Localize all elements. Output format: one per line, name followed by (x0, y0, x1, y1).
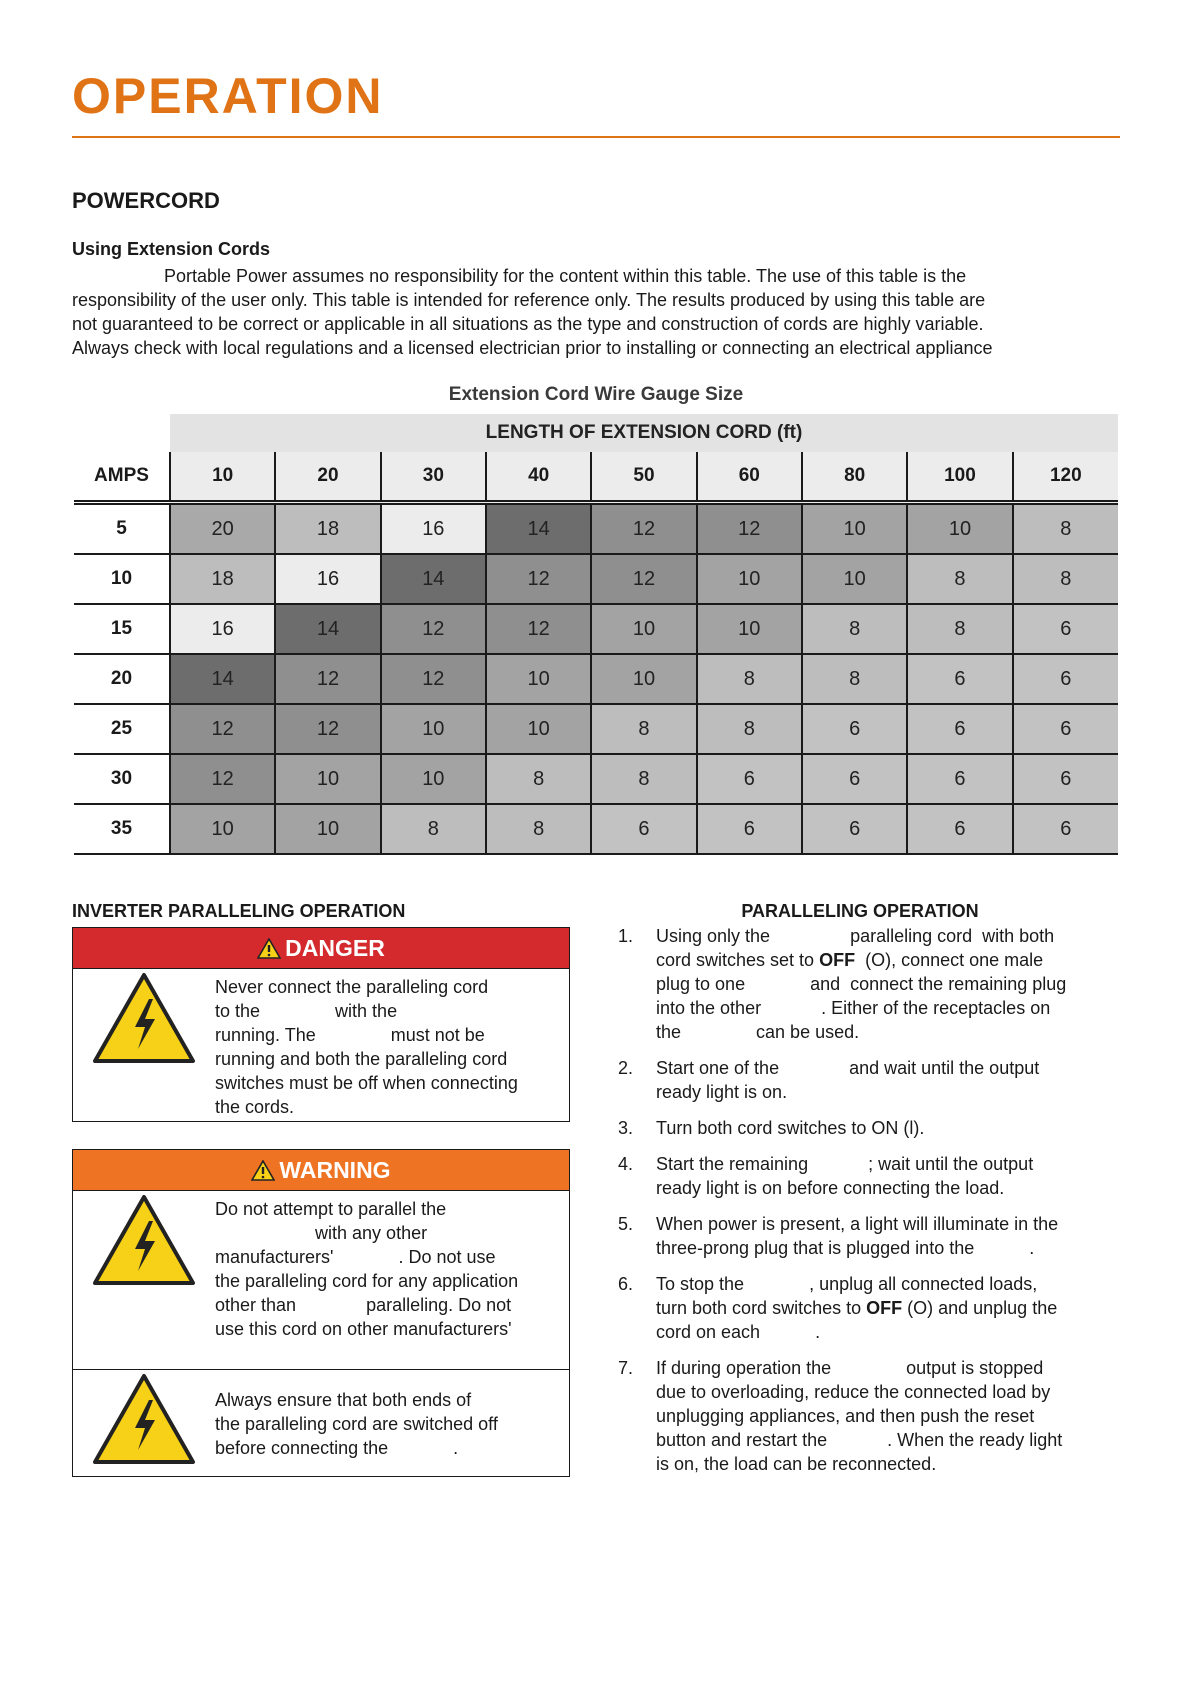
amps-cell: 20 (74, 654, 170, 704)
gauge-cell: 6 (1013, 704, 1118, 754)
step-number: 4. (618, 1154, 634, 1174)
gauge-cell: 6 (1013, 604, 1118, 654)
gauge-table-title: Extension Cord Wire Gauge Size (448, 384, 744, 405)
warning-line: before connecting the . (215, 1438, 459, 1458)
step-line: To stop the , unplug all connected loads, (656, 1274, 1038, 1294)
table-row (74, 503, 1118, 555)
paralleling-steps (618, 924, 1128, 1488)
gauge-cell: 12 (591, 554, 696, 604)
gauge-cell: 8 (591, 754, 696, 804)
step-item (618, 1056, 1128, 1104)
gauge-cell: 6 (1013, 754, 1118, 804)
gauge-cell: 12 (381, 654, 486, 704)
table-row (74, 754, 1118, 804)
gauge-cell: 8 (1013, 554, 1118, 604)
length-column-header: 30 (381, 452, 486, 503)
gauge-cell: 12 (486, 604, 591, 654)
gauge-cell: 6 (697, 804, 802, 854)
gauge-cell: 8 (697, 704, 802, 754)
gauge-cell: 8 (802, 604, 907, 654)
warning-line: use this cord on other manufacturers' (215, 1319, 512, 1339)
step-line: turn both cord switches to OFF (O) and unplug the (656, 1298, 1058, 1318)
gauge-cell: 6 (1013, 804, 1118, 854)
danger-line: to the with the (215, 1001, 398, 1021)
gauge-cell: 6 (591, 804, 696, 854)
gauge-cell: 10 (486, 654, 591, 704)
table-row (74, 654, 1118, 704)
length-column-header: 40 (486, 452, 591, 503)
step-line: into the other . Either of the receptacles on (656, 998, 1051, 1018)
step-number: 5. (618, 1214, 634, 1234)
paralleling-operation-heading: PARALLELING OPERATION (741, 901, 979, 921)
danger-label: DANGER (285, 934, 385, 961)
danger-line: running and both the paralleling cord (215, 1049, 508, 1069)
danger-line: the cords. (215, 1097, 295, 1117)
step-line: button and restart the . When the ready light (656, 1430, 1063, 1450)
table-row (74, 554, 1118, 604)
gauge-cell: 18 (275, 503, 380, 555)
gauge-cell: 12 (275, 654, 380, 704)
danger-line: Never connect the paralleling cord (215, 977, 489, 997)
step-line: cord on each . (656, 1322, 821, 1342)
electric-shock-hazard-icon (89, 1191, 199, 1291)
gauge-cell: 6 (802, 804, 907, 854)
gauge-cell: 12 (170, 754, 275, 804)
amps-cell: 30 (74, 754, 170, 804)
gauge-cell: 10 (275, 754, 380, 804)
gauge-cell: 10 (486, 704, 591, 754)
step-line: When power is present, a light will illuminate in the (656, 1214, 1059, 1234)
step-line: is on, the load can be reconnected. (656, 1454, 937, 1474)
disclaimer-line: Always check with local regulations and a licensed electrician prior to installing or connecting an electrical appliance (72, 338, 993, 358)
warning-line: manufacturers' . Do not use (215, 1247, 496, 1267)
gauge-cell: 12 (486, 554, 591, 604)
gauge-cell: 14 (381, 554, 486, 604)
step-item (618, 1152, 1128, 1200)
step-line: ready light is on. (656, 1082, 788, 1102)
gauge-cell: 6 (907, 704, 1012, 754)
warning-line: Always ensure that both ends of (215, 1390, 472, 1410)
warning-line: the paralleling cord are switched off (215, 1414, 498, 1434)
danger-line: running. The must not be (215, 1025, 485, 1045)
step-line: Start one of the and wait until the output (656, 1058, 1040, 1078)
step-line: If during operation the output is stopped (656, 1358, 1044, 1378)
step-number: 2. (618, 1058, 634, 1078)
disclaimer-paragraph (72, 264, 1132, 360)
gauge-cell: 12 (275, 704, 380, 754)
warning-triangle-icon (257, 938, 281, 959)
warning-text-2 (215, 1370, 565, 1476)
warning-text (215, 1191, 565, 1369)
electric-shock-hazard-icon (89, 1370, 199, 1470)
step-line: Start the remaining ; wait until the output (656, 1154, 1034, 1174)
step-line: Turn both cord switches to ON (l). (656, 1118, 925, 1138)
gauge-cell: 10 (697, 554, 802, 604)
gauge-cell: 16 (275, 554, 380, 604)
gauge-cell: 6 (697, 754, 802, 804)
amps-cell: 25 (74, 704, 170, 754)
gauge-cell: 6 (907, 654, 1012, 704)
amps-cell: 35 (74, 804, 170, 854)
gauge-cell: 10 (170, 804, 275, 854)
gauge-cell: 20 (170, 503, 275, 555)
table-row (74, 604, 1118, 654)
step-item (618, 1356, 1128, 1476)
step-line: cord switches set to OFF (O), connect one male (656, 950, 1044, 970)
disclaimer-line: not guaranteed to be correct or applicable in all situations as the type and construction of cords are highly variable. (72, 314, 984, 334)
gauge-cell: 16 (381, 503, 486, 555)
amps-cell: 15 (74, 604, 170, 654)
gauge-cell: 10 (802, 503, 907, 555)
danger-banner (73, 928, 569, 969)
gauge-cell: 8 (697, 654, 802, 704)
table-row (74, 704, 1118, 754)
table-row (74, 804, 1118, 854)
gauge-cell: 10 (381, 704, 486, 754)
step-line: unplugging appliances, and then push the reset (656, 1406, 1035, 1426)
gauge-cell: 10 (381, 754, 486, 804)
gauge-cell: 10 (591, 654, 696, 704)
warning-banner (73, 1150, 569, 1191)
length-column-header: 120 (1013, 452, 1118, 503)
step-line: Using only the paralleling cord with both (656, 926, 1055, 946)
gauge-cell: 8 (381, 804, 486, 854)
gauge-cell: 8 (907, 554, 1012, 604)
step-line: three-prong plug that is plugged into the . (656, 1238, 1035, 1258)
danger-box (72, 927, 570, 1122)
amps-header: AMPS (74, 452, 170, 503)
wire-gauge-table (74, 414, 1118, 855)
step-line: due to overloading, reduce the connected load by (656, 1382, 1051, 1402)
gauge-cell: 12 (170, 704, 275, 754)
gauge-cell: 8 (1013, 503, 1118, 555)
warning-line: the paralleling cord for any application (215, 1271, 519, 1291)
warning-box (72, 1149, 570, 1477)
gauge-cell: 14 (170, 654, 275, 704)
length-column-header: 60 (697, 452, 802, 503)
gauge-cell: 16 (170, 604, 275, 654)
gauge-cell: 14 (486, 503, 591, 555)
gauge-cell: 18 (170, 554, 275, 604)
title-divider (72, 136, 1120, 138)
gauge-cell: 8 (907, 604, 1012, 654)
gauge-cell: 10 (907, 503, 1012, 555)
gauge-cell: 12 (591, 503, 696, 555)
length-column-header: 50 (591, 452, 696, 503)
gauge-cell: 8 (486, 804, 591, 854)
inverter-paralleling-heading: INVERTER PARALLELING OPERATION (72, 901, 406, 921)
gauge-cell: 6 (802, 704, 907, 754)
gauge-cell: 10 (802, 554, 907, 604)
warning-line: Do not attempt to parallel the (215, 1199, 447, 1219)
warning-label: WARNING (279, 1156, 391, 1183)
gauge-cell: 6 (907, 804, 1012, 854)
gauge-cell: 8 (802, 654, 907, 704)
danger-text (215, 969, 565, 1121)
gauge-cell: 8 (486, 754, 591, 804)
danger-line: switches must be off when connecting (215, 1073, 518, 1093)
gauge-cell: 10 (697, 604, 802, 654)
step-number: 3. (618, 1118, 634, 1138)
gauge-cell: 14 (275, 604, 380, 654)
powercord-heading: POWERCORD (72, 188, 220, 213)
length-column-header: 10 (170, 452, 275, 503)
warning-line: with any other (215, 1223, 428, 1243)
gauge-cell: 8 (591, 704, 696, 754)
length-column-header: 80 (802, 452, 907, 503)
amps-cell: 10 (74, 554, 170, 604)
gauge-cell: 12 (697, 503, 802, 555)
step-item (618, 1116, 1128, 1140)
amps-cell: 5 (74, 503, 170, 555)
length-column-header: 100 (907, 452, 1012, 503)
electric-shock-hazard-icon (89, 969, 199, 1069)
disclaimer-line: Portable Power assumes no responsibility for the content within this table. The use of this table is the (164, 266, 967, 286)
gauge-cell: 10 (591, 604, 696, 654)
gauge-cell: 6 (802, 754, 907, 804)
gauge-cell: 10 (275, 804, 380, 854)
step-item (618, 1212, 1128, 1260)
step-item (618, 1272, 1128, 1344)
step-number: 6. (618, 1274, 634, 1294)
step-line: ready light is on before connecting the load. (656, 1178, 1005, 1198)
warning-line: other than paralleling. Do not (215, 1295, 512, 1315)
warning-triangle-icon (251, 1160, 275, 1181)
step-line: the can be used. (656, 1022, 860, 1042)
disclaimer-line: responsibility of the user only. This table is intended for reference only. The results produced by using this table are (72, 290, 986, 310)
step-number: 7. (618, 1358, 634, 1378)
page-title: OPERATION (72, 68, 384, 124)
step-line: plug to one and connect the remaining plug (656, 974, 1067, 994)
length-header: LENGTH OF EXTENSION CORD (ft) (170, 414, 1118, 452)
extension-cords-subheading: Using Extension Cords (72, 239, 271, 259)
gauge-cell: 6 (1013, 654, 1118, 704)
length-column-header: 20 (275, 452, 380, 503)
step-item (618, 924, 1128, 1044)
gauge-cell: 12 (381, 604, 486, 654)
gauge-cell: 6 (907, 754, 1012, 804)
step-number: 1. (618, 926, 634, 946)
